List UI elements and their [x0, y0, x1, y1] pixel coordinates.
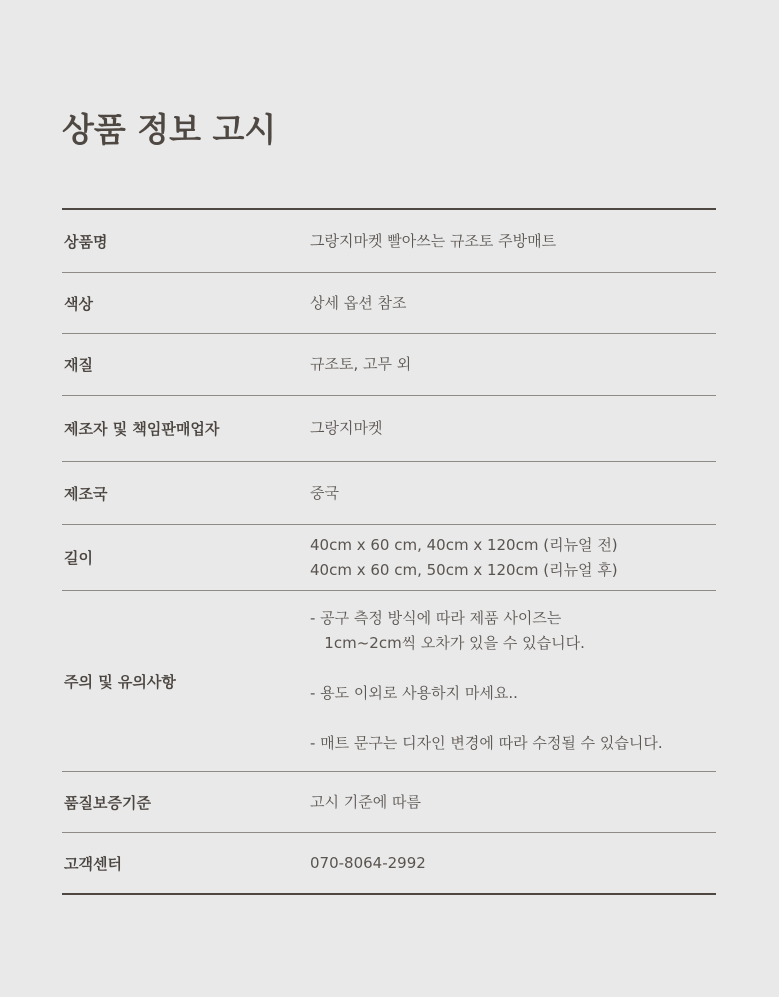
row-value	[310, 606, 716, 756]
value-line: 그랑지마켓	[310, 419, 383, 437]
value-line: - 공구 측정 방식에 따라 제품 사이즈는	[310, 609, 562, 627]
row-label: 재질	[64, 356, 93, 374]
value-line: 1cm~2cm씩 오차가 있을 수 있습니다.	[310, 634, 585, 652]
value-line: 중국	[310, 483, 339, 502]
table-row	[62, 771, 716, 832]
table-row	[62, 524, 716, 590]
value-line: 070-8064-2992	[310, 853, 426, 872]
row-label: 제조국	[64, 484, 108, 503]
table-row	[62, 210, 716, 272]
row-label: 길이	[64, 549, 93, 567]
value-line: 고시 기준에 따름	[310, 792, 421, 811]
row-label: 품질보증기준	[64, 793, 151, 812]
spacer	[310, 706, 716, 731]
product-info-table	[62, 208, 716, 895]
row-value	[310, 790, 716, 815]
row-value	[310, 352, 716, 377]
row-value	[310, 291, 716, 316]
row-label: 주의 및 유의사항	[64, 672, 176, 691]
table-row	[62, 333, 716, 395]
value-line: - 용도 이외로 사용하지 마세요..	[310, 684, 518, 702]
table-row	[62, 395, 716, 461]
row-value	[310, 229, 716, 254]
row-value	[310, 416, 716, 441]
value-line: - 매트 문구는 디자인 변경에 따라 수정될 수 있습니다.	[310, 734, 663, 752]
table-row	[62, 272, 716, 333]
row-label: 상품명	[64, 232, 108, 251]
value-line: 상세 옵션 참조	[310, 293, 407, 312]
row-value	[310, 533, 716, 583]
table-row	[62, 590, 716, 771]
value-line: 규조토, 고무 외	[310, 355, 412, 373]
value-line: 40cm x 60 cm, 50cm x 120cm (리뉴얼 후)	[310, 560, 618, 579]
row-label: 제조자 및 책임판매업자	[64, 420, 220, 438]
table-row	[62, 461, 716, 524]
row-label: 고객센터	[64, 854, 122, 873]
value-line: 40cm x 60 cm, 40cm x 120cm (리뉴얼 전)	[310, 535, 618, 554]
row-value	[310, 851, 716, 876]
row-label: 색상	[64, 294, 93, 313]
spacer	[310, 656, 716, 681]
row-value	[310, 481, 716, 506]
value-line: 그랑지마켓 빨아쓰는 규조토 주방매트	[310, 231, 557, 250]
page-title: 상품 정보 고시	[62, 110, 277, 149]
table-row	[62, 832, 716, 893]
